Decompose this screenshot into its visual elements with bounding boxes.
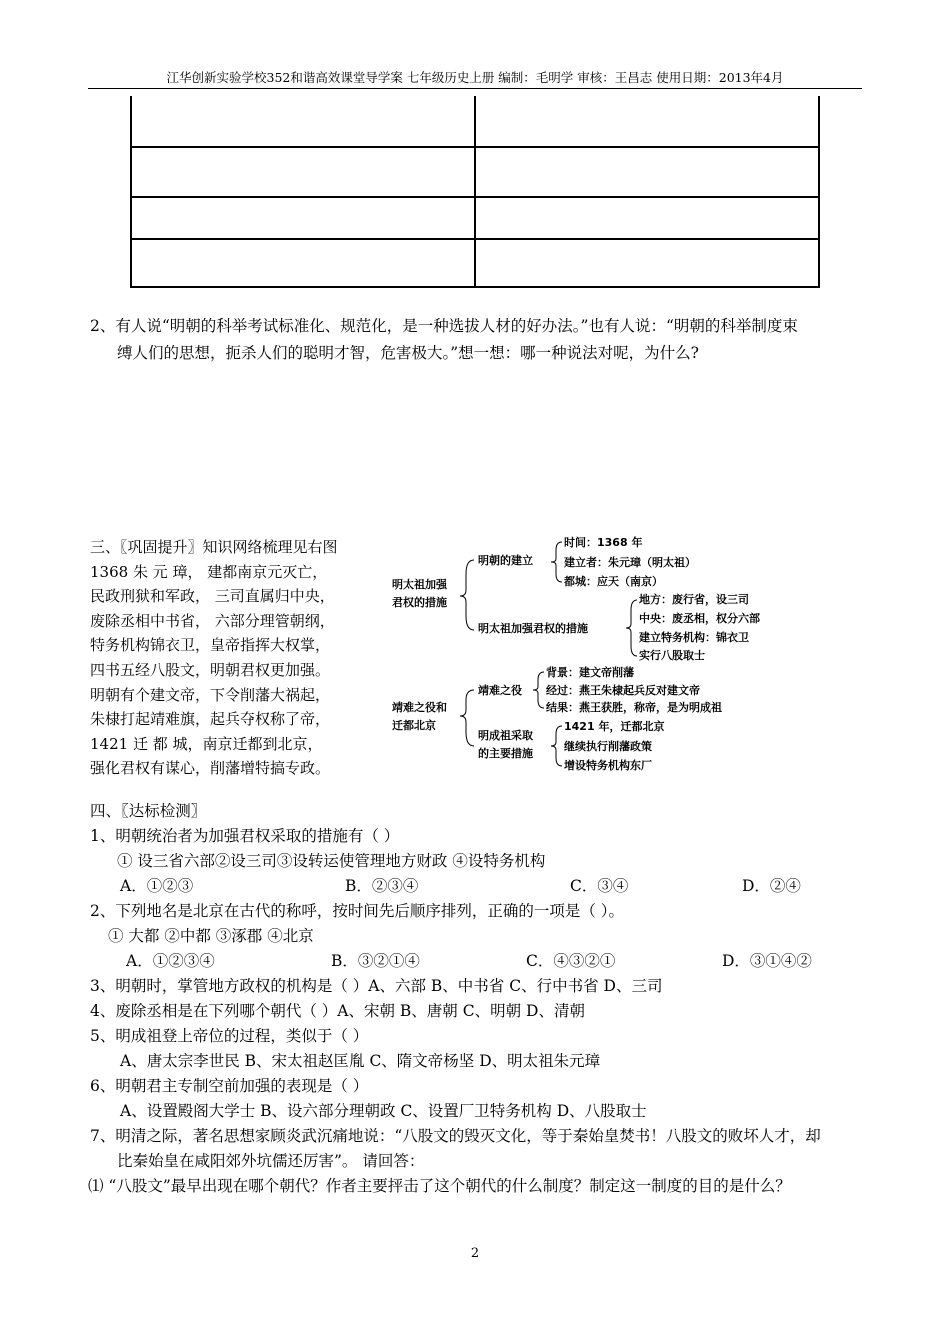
brace xyxy=(460,690,474,746)
knowledge-rhyme xyxy=(90,535,380,781)
diagram-branch-c: 靖难之役 xyxy=(478,684,522,697)
table-row xyxy=(131,147,819,197)
diagram-leaf: 1421 年，迁都北京 xyxy=(564,720,665,733)
option-d: D．③①④② xyxy=(722,952,812,970)
table-cell xyxy=(131,239,475,287)
table-cell xyxy=(475,197,819,239)
rhyme-line: 强化君权有谋心，削藩增特搞专政。 xyxy=(90,759,331,778)
option-b: B．②③④ xyxy=(345,877,419,895)
diagram-leaf: 结果：燕王获胜，称帝，是为明成祖 xyxy=(546,701,722,714)
diagram-leaf: 实行八股取士 xyxy=(639,649,705,662)
mc-question-2-options xyxy=(90,949,870,974)
diagram-leaf: 经过：燕王朱棣起兵反对建文帝 xyxy=(546,684,700,697)
brace xyxy=(551,726,562,766)
diagram-root-1: 明太祖加强 xyxy=(392,578,447,591)
mc-question-6-options: A、设置殿阁大学士 B、设六部分理朝政 C、设置厂卫特务机构 D、八股取士 xyxy=(120,1102,647,1120)
diagram-leaf: 中央：废丞相，权分六部 xyxy=(639,612,760,625)
diagram-branch-d: 明成祖采取 xyxy=(478,729,533,742)
page-number: 2 xyxy=(470,1246,480,1261)
rhyme-line: 废除丞相中书省， 六部分理管朝纲， xyxy=(90,611,335,630)
diagram-leaf: 建立者：朱元璋（明太祖） xyxy=(564,556,696,569)
mc-question-2-stem: 2、下列地名是北京在古代的称呼，按时间先后顺序排列，正确的一项是（ ）。 xyxy=(90,902,625,920)
section-4-heading: 四、〖达标检测〗 xyxy=(90,802,207,820)
header-divider xyxy=(88,88,862,89)
diagram-root-1: 君权的措施 xyxy=(392,596,447,609)
option-a: A．①②③④ xyxy=(126,952,215,970)
mc-question-6-stem: 6、明朝君主专制空前加强的表现是（ ） xyxy=(90,1077,369,1095)
section-4-test xyxy=(90,799,870,1199)
table-cell xyxy=(475,239,819,287)
table-cell xyxy=(131,197,475,239)
rhyme-line: 1368 朱 元 璋， 建都南京元灭亡， xyxy=(90,562,328,581)
diagram-leaf: 继续执行削藩政策 xyxy=(564,740,652,753)
mc-question-1-stem: 1、明朝统治者为加强君权采取的措施有（ ） xyxy=(90,827,400,845)
table-row xyxy=(131,239,819,287)
brace xyxy=(551,542,562,582)
diagram-leaf: 都城：应天（南京） xyxy=(564,575,663,588)
option-d: D．②④ xyxy=(742,877,801,895)
question-2-line-2: 缚人们的思想，扼杀人们的聪明才智，危害极大。”想一想：哪一种说法对呢，为什么? xyxy=(117,344,699,362)
table-row xyxy=(131,96,819,147)
brace xyxy=(460,560,474,630)
mc-question-1-items: ① 设三省六部②设三司③设转运使管理地方财政 ④设特务机构 xyxy=(117,852,546,870)
rhyme-line: 特务机构锦衣卫，皇帝指挥大权掌， xyxy=(90,636,331,655)
diagram-branch-b: 明太祖加强君权的措施 xyxy=(478,622,588,635)
mc-question-1-options xyxy=(90,874,870,899)
table-cell xyxy=(131,96,475,147)
rhyme-line: 1421 迁 都 城，南京迁都到北京， xyxy=(90,734,323,753)
diagram-branch-a: 明朝的建立 xyxy=(478,554,533,567)
section-3-heading: 三、〖巩固提升〗知识网络梳理见右图 xyxy=(90,538,338,556)
rhyme-line: 明朝有个建文帝，下令削藩大祸起， xyxy=(90,685,331,704)
table-row xyxy=(131,197,819,239)
brace xyxy=(533,672,544,708)
rhyme-line: 民政刑狱和军政， 三司直属归中央， xyxy=(90,587,335,606)
rhyme-line: 朱棣打起靖难旗，起兵夺权称了帝， xyxy=(90,710,331,729)
question-7-sub-1: ⑴ “八股文”最早出现在哪个朝代？作者主要抨击了这个朝代的什么制度？制定这一制度的目的是什么？ xyxy=(88,1177,791,1195)
knowledge-network-diagram xyxy=(390,534,850,774)
option-a: A．①②③ xyxy=(120,877,194,895)
question-7-line-1: 7、明清之际，著名思想家顾炎武沉痛地说：“八股文的毁灭文化，等于秦始皇焚书！八股文的败坏人才，却 xyxy=(90,1127,821,1145)
rhyme-line: 四书五经八股文，明朝君权更加强。 xyxy=(90,660,331,679)
table-cell xyxy=(131,147,475,197)
question-7-line-2: 比秦始皇在咸阳郊外坑儒还厉害”。 请回答： xyxy=(117,1152,425,1170)
question-2-line-1: 2、有人说“明朝的科举考试标准化、规范化，是一种选拔人材的好办法。”也有人说：“明朝的科举制度束 xyxy=(90,317,798,335)
diagram-leaf: 增设特务机构东厂 xyxy=(564,759,652,772)
mc-question-5-stem: 5、明成祖登上帝位的过程，类似于（ ） xyxy=(90,1027,369,1045)
diagram-leaf: 建立特务机构：锦衣卫 xyxy=(639,631,749,644)
diagram-branch-d: 的主要措施 xyxy=(478,747,533,760)
mc-question-4: 4、废除丞相是在下列哪个朝代（ ）A、宋朝 B、唐朝 C、明朝 D、清朝 xyxy=(90,1002,585,1020)
page-header: 江华创新实验学校352和谐高效课堂导学案 七年级历史上册 编制：毛明学 审核：王昌志 使用日期：2013年4月 xyxy=(166,70,784,85)
brace xyxy=(626,600,637,656)
answer-table xyxy=(130,96,820,288)
mc-question-5-options: A、唐太宗李世民 B、宋太祖赵匡胤 C、隋文帝杨坚 D、明太祖朱元璋 xyxy=(120,1052,601,1070)
option-c: C．④③②① xyxy=(526,952,616,970)
diagram-root-2: 迁都北京 xyxy=(392,719,436,732)
mc-question-3: 3、明朝时，掌管地方政权的机构是（ ）A、六部 B、中书省 C、行中书省 D、三司 xyxy=(90,977,663,995)
diagram-leaf: 地方：废行省，设三司 xyxy=(639,593,749,606)
mc-question-2-items: ① 大都 ②中都 ③涿郡 ④北京 xyxy=(108,927,314,945)
diagram-leaf: 时间：1368 年 xyxy=(564,536,643,549)
table-cell xyxy=(475,96,819,147)
diagram-svg xyxy=(390,534,850,774)
table-cell xyxy=(475,147,819,197)
diagram-root-2: 靖难之役和 xyxy=(392,701,447,714)
option-b: B．③②①④ xyxy=(331,952,420,970)
diagram-leaf: 背景：建文帝削藩 xyxy=(546,666,634,679)
option-c: C．③④ xyxy=(570,877,629,895)
